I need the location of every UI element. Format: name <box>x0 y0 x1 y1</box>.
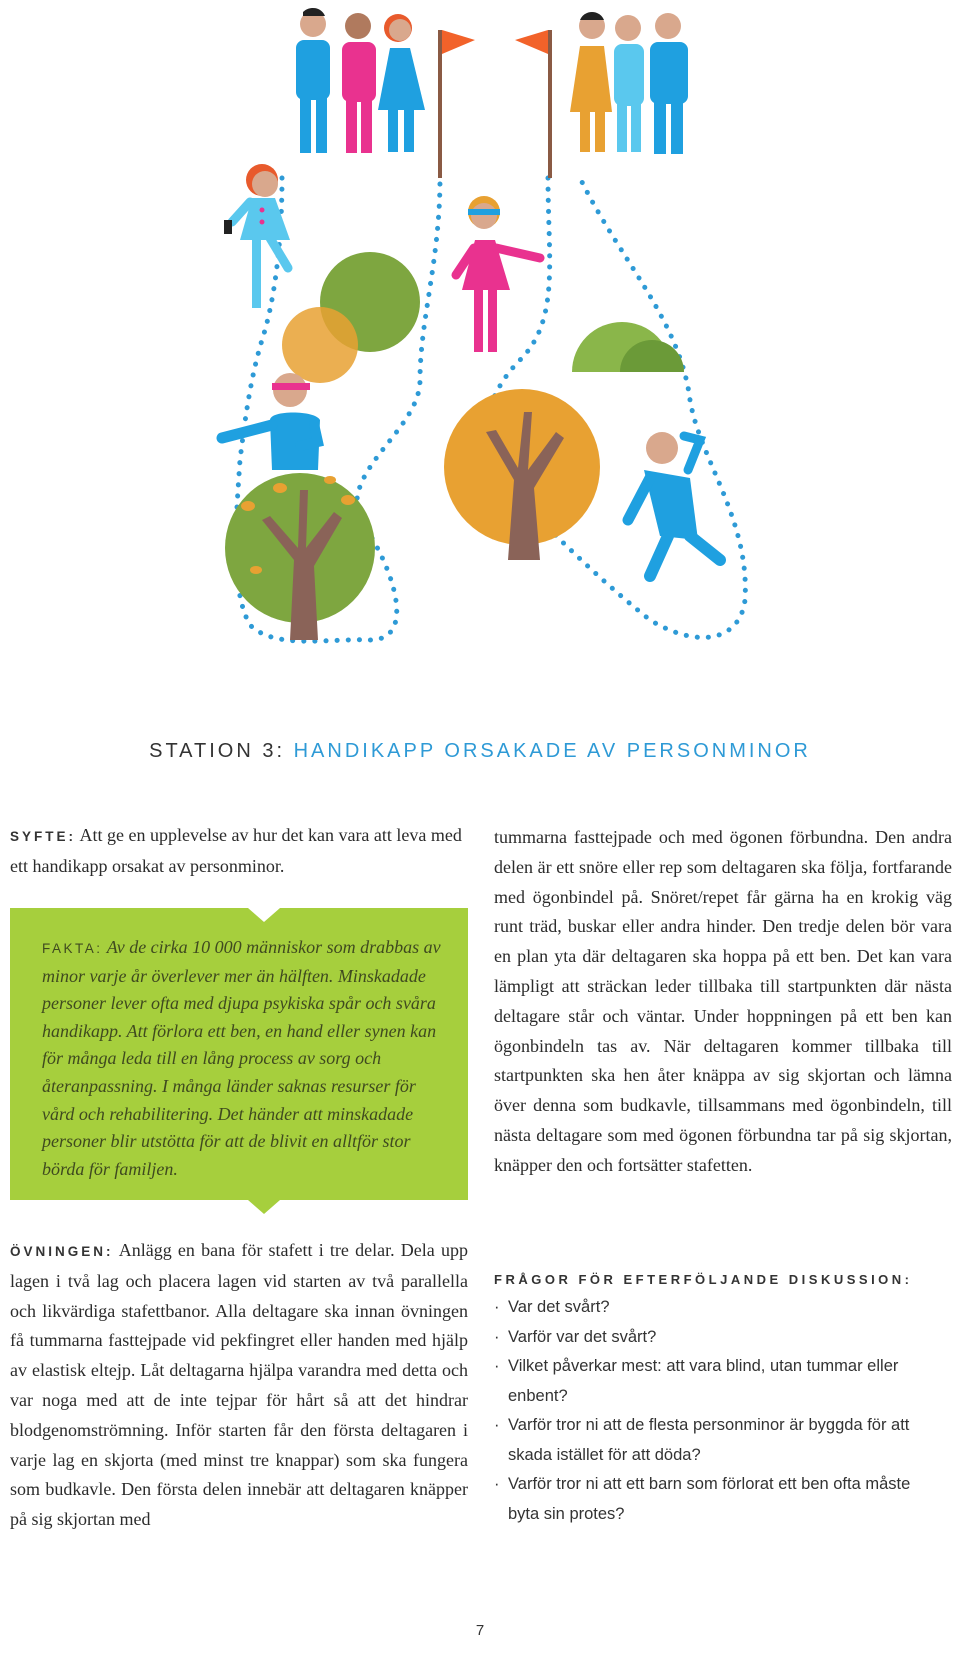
fakta-label: FAKTA: <box>42 941 103 956</box>
team-left <box>296 8 425 153</box>
question-item: · Vilket påverkar mest: att vara blind, utan tummar eller enbent? <box>494 1352 934 1411</box>
syfte-label: SYFTE: <box>10 829 77 844</box>
fakta-notch-top <box>248 908 280 922</box>
tree-middle <box>444 389 600 560</box>
relay-illustration <box>0 0 960 680</box>
page-title <box>0 740 960 763</box>
blindfolded-boy <box>222 373 320 470</box>
fakta-notch-bottom <box>248 1200 280 1214</box>
girl-hopping <box>224 164 290 308</box>
title-prefix: STATION 3: <box>149 740 286 762</box>
fakta-box <box>10 908 468 1200</box>
ovningen-paragraph <box>10 1236 468 1535</box>
question-item: · Varför tror ni att de flesta personminor är byggda för att skada istället för att döda? <box>494 1411 934 1470</box>
flag-right <box>515 30 552 178</box>
syfte-paragraph <box>10 821 468 882</box>
team-right <box>570 12 688 154</box>
fakta-text: Av de cirka 10 000 människor som drabbas av minor varje år överlever mer än hälften. Minskadade personer lever ofta med djupa psykiska spår och svåra handikapp. Att förlora ett ben, en hand eller synen kan för många leda till en lång process av sorg och återanpassning. I många länder saknas resurser för vård och rehabilitering. Det händer att minskadade personer blir utstötta för att de blivit en alltför stor börda för familjen. <box>42 937 441 1179</box>
ovningen-label: ÖVNINGEN: <box>10 1244 114 1259</box>
title-accent: HANDIKAPP ORSAKADE AV PERSONMINOR <box>293 740 811 762</box>
flag-left <box>438 30 475 178</box>
page-number: 7 <box>475 1622 485 1639</box>
fakta-body <box>42 934 442 1183</box>
blindfolded-girl <box>456 196 540 352</box>
ovningen-text: Anlägg en bana för stafett i tre delar. Dela upp lagen i två lag och placera lagen vid starten av två parallella och likvärdiga stafettbanor. Alla deltagare ska innan övningen få tummarna fasttejpade vid pekfingret eller handen med hjälp av elastisk eltejp. Låt deltagarna hjälpa varandra med detta och var noga med att de inte tejpar för hårt så att det hindrar blodgenomströmning. Inför starten får den första deltagaren i varje lag en skjorta (med minst tre knappar) som ska fungera som budkavle. Den första delen innebär att deltagaren knäpper på sig skjortan med <box>10 1240 468 1530</box>
questions-list <box>494 1293 934 1529</box>
syfte-text: Att ge en upplevelse av hur det kan vara att leva med ett handikapp orsakat av personminor. <box>10 825 462 876</box>
continued-text: tummarna fasttejpade och med ögonen förbundna. Den andra delen är ett snöre eller rep som deltagaren ska följa, fortfarande med ögonbindel på. Snöret/repet får gärna ha en krokig väg runt träd, buskar eller andra hinder. Den tredje delen bör vara en plan yta där deltagaren ska hoppa på ett ben. Det kan vara lämpligt att sträckan leder tillbaka till startpunkten där nästa deltagare står och väntar. Under hoppningen på ett ben kan ögonbindeln tas av. När deltagaren kommer tillbaka till startpunkten ska hen åter knäppa av sig skjortan och lämna över denna som budkavle, tillsammans med ögonbindeln, till nästa deltagare som med ögonen förbundna tar på sig skjortan, knäpper den och fortsätter stafetten. <box>494 827 952 1175</box>
question-item: · Varför tror ni att ett barn som förlorat ett ben ofta måste byta sin protes? <box>494 1470 934 1529</box>
questions-heading: FRÅGOR FÖR EFTERFÖLJANDE DISKUSSION: <box>494 1272 913 1287</box>
bush-right <box>572 322 684 372</box>
bush-left <box>282 252 420 383</box>
discussion-questions <box>494 1272 934 1529</box>
question-item: · Varför var det svårt? <box>494 1323 934 1353</box>
continued-paragraph <box>494 823 952 1181</box>
question-item: · Var det svårt? <box>494 1293 934 1323</box>
